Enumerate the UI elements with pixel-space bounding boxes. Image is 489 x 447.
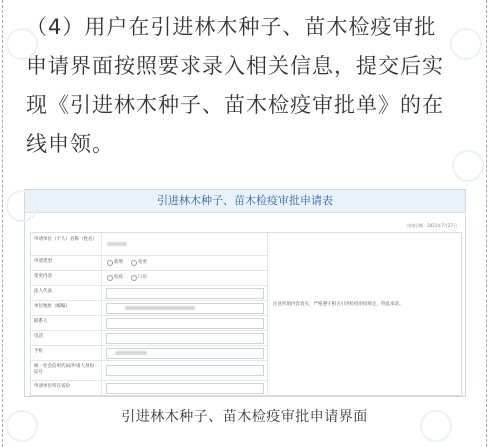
form-row bbox=[31, 285, 267, 301]
column-divider bbox=[267, 233, 268, 395]
row-label: 申请类型 bbox=[34, 259, 52, 264]
form-title: 引进林木种子、苗木检疫审批申请表 bbox=[25, 190, 465, 213]
radio-label: 新增 bbox=[114, 260, 123, 265]
form-row bbox=[31, 233, 267, 256]
credit-code-input[interactable] bbox=[106, 365, 264, 376]
radio-label: 检疫 bbox=[114, 275, 123, 280]
row-label: 变更内容 bbox=[34, 274, 52, 279]
phone-input[interactable] bbox=[106, 333, 264, 344]
form-row bbox=[31, 270, 267, 286]
form-row bbox=[31, 315, 267, 331]
dashed-border-left bbox=[2, 0, 3, 447]
form-row bbox=[31, 380, 267, 395]
form-row bbox=[31, 330, 267, 346]
radio-label: 口岸 bbox=[138, 275, 147, 280]
form-row bbox=[31, 345, 267, 361]
intro-line: （4）用户在引进林木种子、苗木检疫审批 bbox=[26, 15, 437, 39]
watermark-icon bbox=[6, 410, 38, 442]
figure-caption: 引进林木种子、苗木检疫审批申请界面 bbox=[121, 409, 368, 425]
form-row bbox=[31, 255, 267, 271]
province-input[interactable] bbox=[106, 383, 264, 394]
watermark-icon bbox=[420, 410, 452, 442]
redacted-value bbox=[115, 351, 147, 355]
address-input[interactable] bbox=[106, 303, 264, 314]
row-label: 单位地址（邮编） bbox=[34, 304, 70, 309]
form-row bbox=[31, 300, 267, 316]
radio-label: 变更 bbox=[138, 260, 147, 265]
intro-line: 现《引进林木种子、苗木检疫审批单》的在 bbox=[26, 93, 444, 117]
redacted-value bbox=[125, 306, 195, 310]
row-label: 申请单位（个人）名称（姓名） bbox=[34, 237, 97, 242]
apply-date: 申请日期：2021年7月27日 bbox=[407, 223, 457, 228]
row-label: 法人代表 bbox=[34, 289, 52, 294]
watermark-icon bbox=[450, 28, 482, 60]
radio-quarantine[interactable] bbox=[107, 275, 113, 281]
intro-line: 申请界面按照要求录入相关信息，提交后实 bbox=[26, 54, 444, 78]
form-note: 注意所填内容真实，严格遵守相关引进检疫审批规定，特此承诺。 bbox=[273, 302, 404, 307]
watermark-icon bbox=[452, 150, 484, 182]
row-label: 手机 bbox=[34, 349, 43, 354]
radio-port[interactable] bbox=[131, 275, 137, 281]
intro-paragraph bbox=[26, 8, 476, 164]
radio-change[interactable] bbox=[131, 260, 137, 266]
radio-new[interactable] bbox=[107, 260, 113, 266]
form-row bbox=[31, 360, 267, 381]
contact-input[interactable] bbox=[106, 318, 264, 329]
watermark-icon bbox=[6, 190, 38, 222]
dashed-border-right bbox=[486, 0, 487, 447]
legal-representative-input[interactable] bbox=[106, 288, 264, 299]
row-label: 联系人 bbox=[34, 319, 48, 324]
watermark-icon bbox=[6, 28, 38, 60]
row-label: 电话 bbox=[34, 334, 43, 339]
intro-line: 线申领。 bbox=[26, 132, 114, 156]
row-label: 申请单位所在省份 bbox=[34, 384, 70, 389]
row-label: 统一社会信用代码/申请人身份证号 bbox=[34, 364, 95, 375]
form-table bbox=[30, 232, 462, 396]
mobile-input[interactable] bbox=[106, 348, 264, 359]
application-form-screenshot bbox=[24, 189, 466, 397]
redacted-value bbox=[107, 242, 127, 246]
